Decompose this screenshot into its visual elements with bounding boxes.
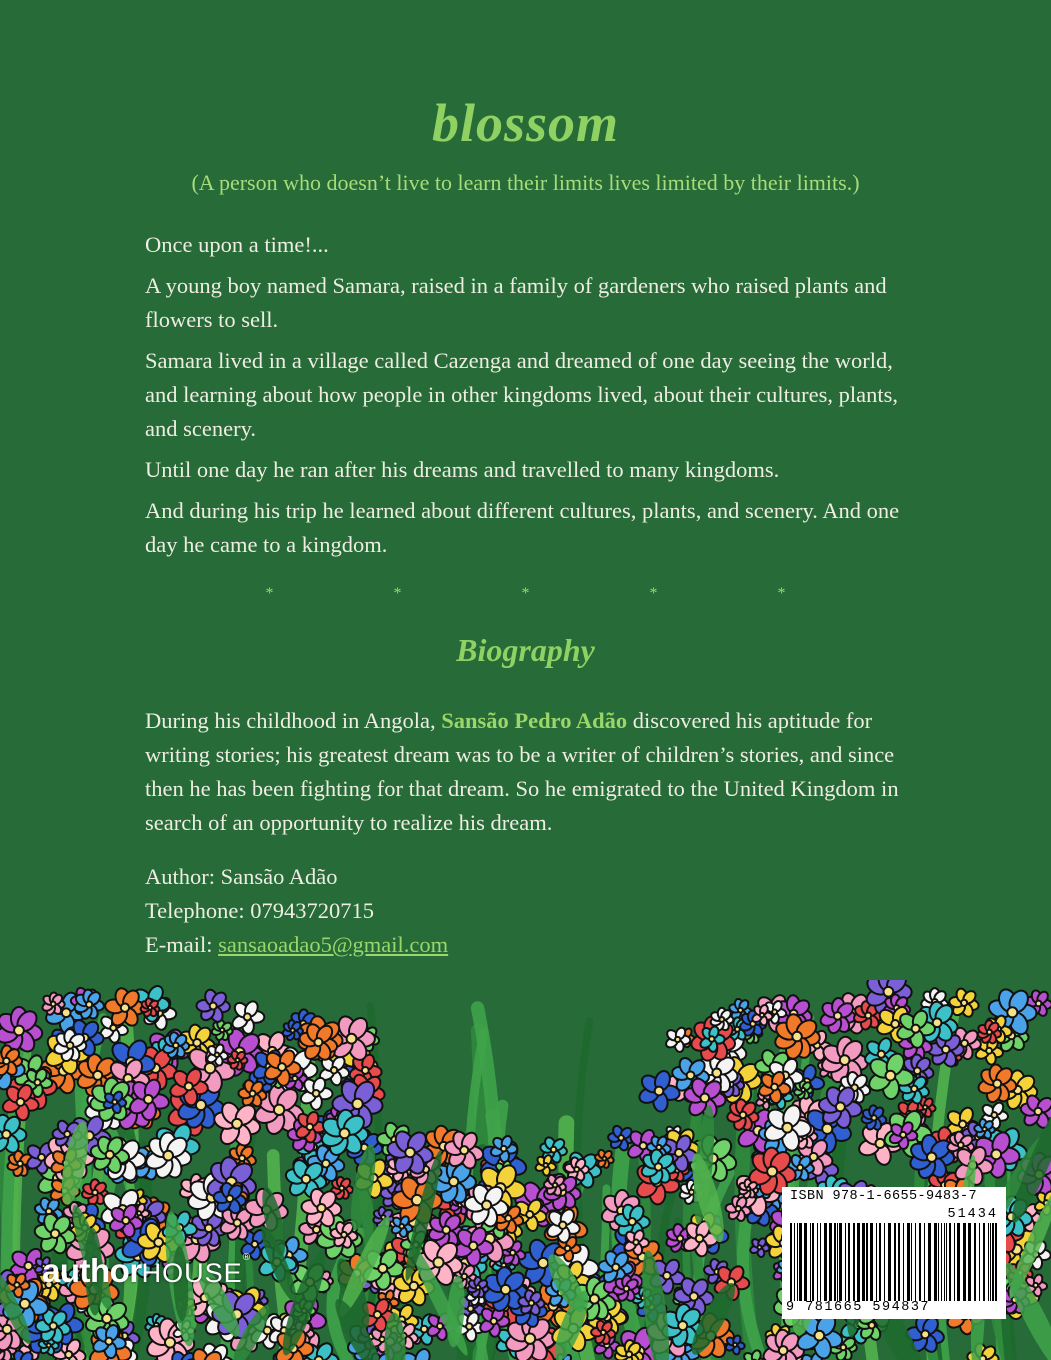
story-paragraph: Until one day he ran after his dreams and travelled to many kingdoms. bbox=[145, 457, 780, 482]
price-code: 51434 bbox=[947, 1207, 998, 1222]
author-line: Author: Sansão Adão bbox=[145, 864, 338, 889]
story-paragraph: Samara lived in a village called Cazenga and dreamed of one day seeing the world, and learning about how people in other kingdoms lived, about their cultures, plants, and scenery. bbox=[145, 348, 898, 441]
author-contact bbox=[145, 860, 905, 962]
biography-text-end: discovered his aptitude for writing stories; his greatest dream was to be a writer of children’s stories, and since then he has been fighting for that dream. So he emigrated to the United Kingdom in search of an opportunity to realize his dream. bbox=[145, 708, 899, 835]
email-line bbox=[145, 928, 905, 962]
email-label: E-mail: bbox=[145, 932, 219, 957]
publisher-logo bbox=[42, 1252, 250, 1290]
logo-house-text: HOUSE bbox=[141, 1258, 243, 1288]
telephone-line: Telephone: 07943720715 bbox=[145, 898, 375, 923]
book-tagline: (A person who doesn’t live to learn their limits lives limited by their limits.) bbox=[191, 170, 860, 195]
story-paragraph: Once upon a time!... bbox=[145, 232, 329, 257]
registered-mark: ® bbox=[242, 1252, 250, 1263]
email-link[interactable]: sansaoadao5@gmail.com bbox=[218, 932, 449, 957]
biography-text-start: During his childhood in Angola, bbox=[145, 708, 442, 733]
biography-text bbox=[145, 704, 905, 840]
isbn-barcode bbox=[782, 1187, 1006, 1319]
isbn-text: ISBN 978-1-6655-9483-7 bbox=[790, 1189, 978, 1204]
story-blurb bbox=[145, 228, 905, 569]
story-paragraph: And during his trip he learned about different cultures, plants, and scenery. And one day he came to a kingdom. bbox=[145, 498, 900, 557]
barcode-bars bbox=[788, 1223, 1000, 1301]
book-title: blossom bbox=[431, 93, 620, 153]
logo-author-text: author bbox=[42, 1252, 142, 1289]
author-name-highlight: Sansão Pedro Adão bbox=[441, 708, 628, 733]
biography-heading: Biography bbox=[456, 632, 595, 668]
story-paragraph: A young boy named Samara, raised in a family of gardeners who raised plants and flowers to sell. bbox=[145, 273, 887, 332]
ean-number: 9 781665 594837 bbox=[786, 1300, 931, 1315]
section-separator: * * * * * bbox=[265, 585, 844, 602]
